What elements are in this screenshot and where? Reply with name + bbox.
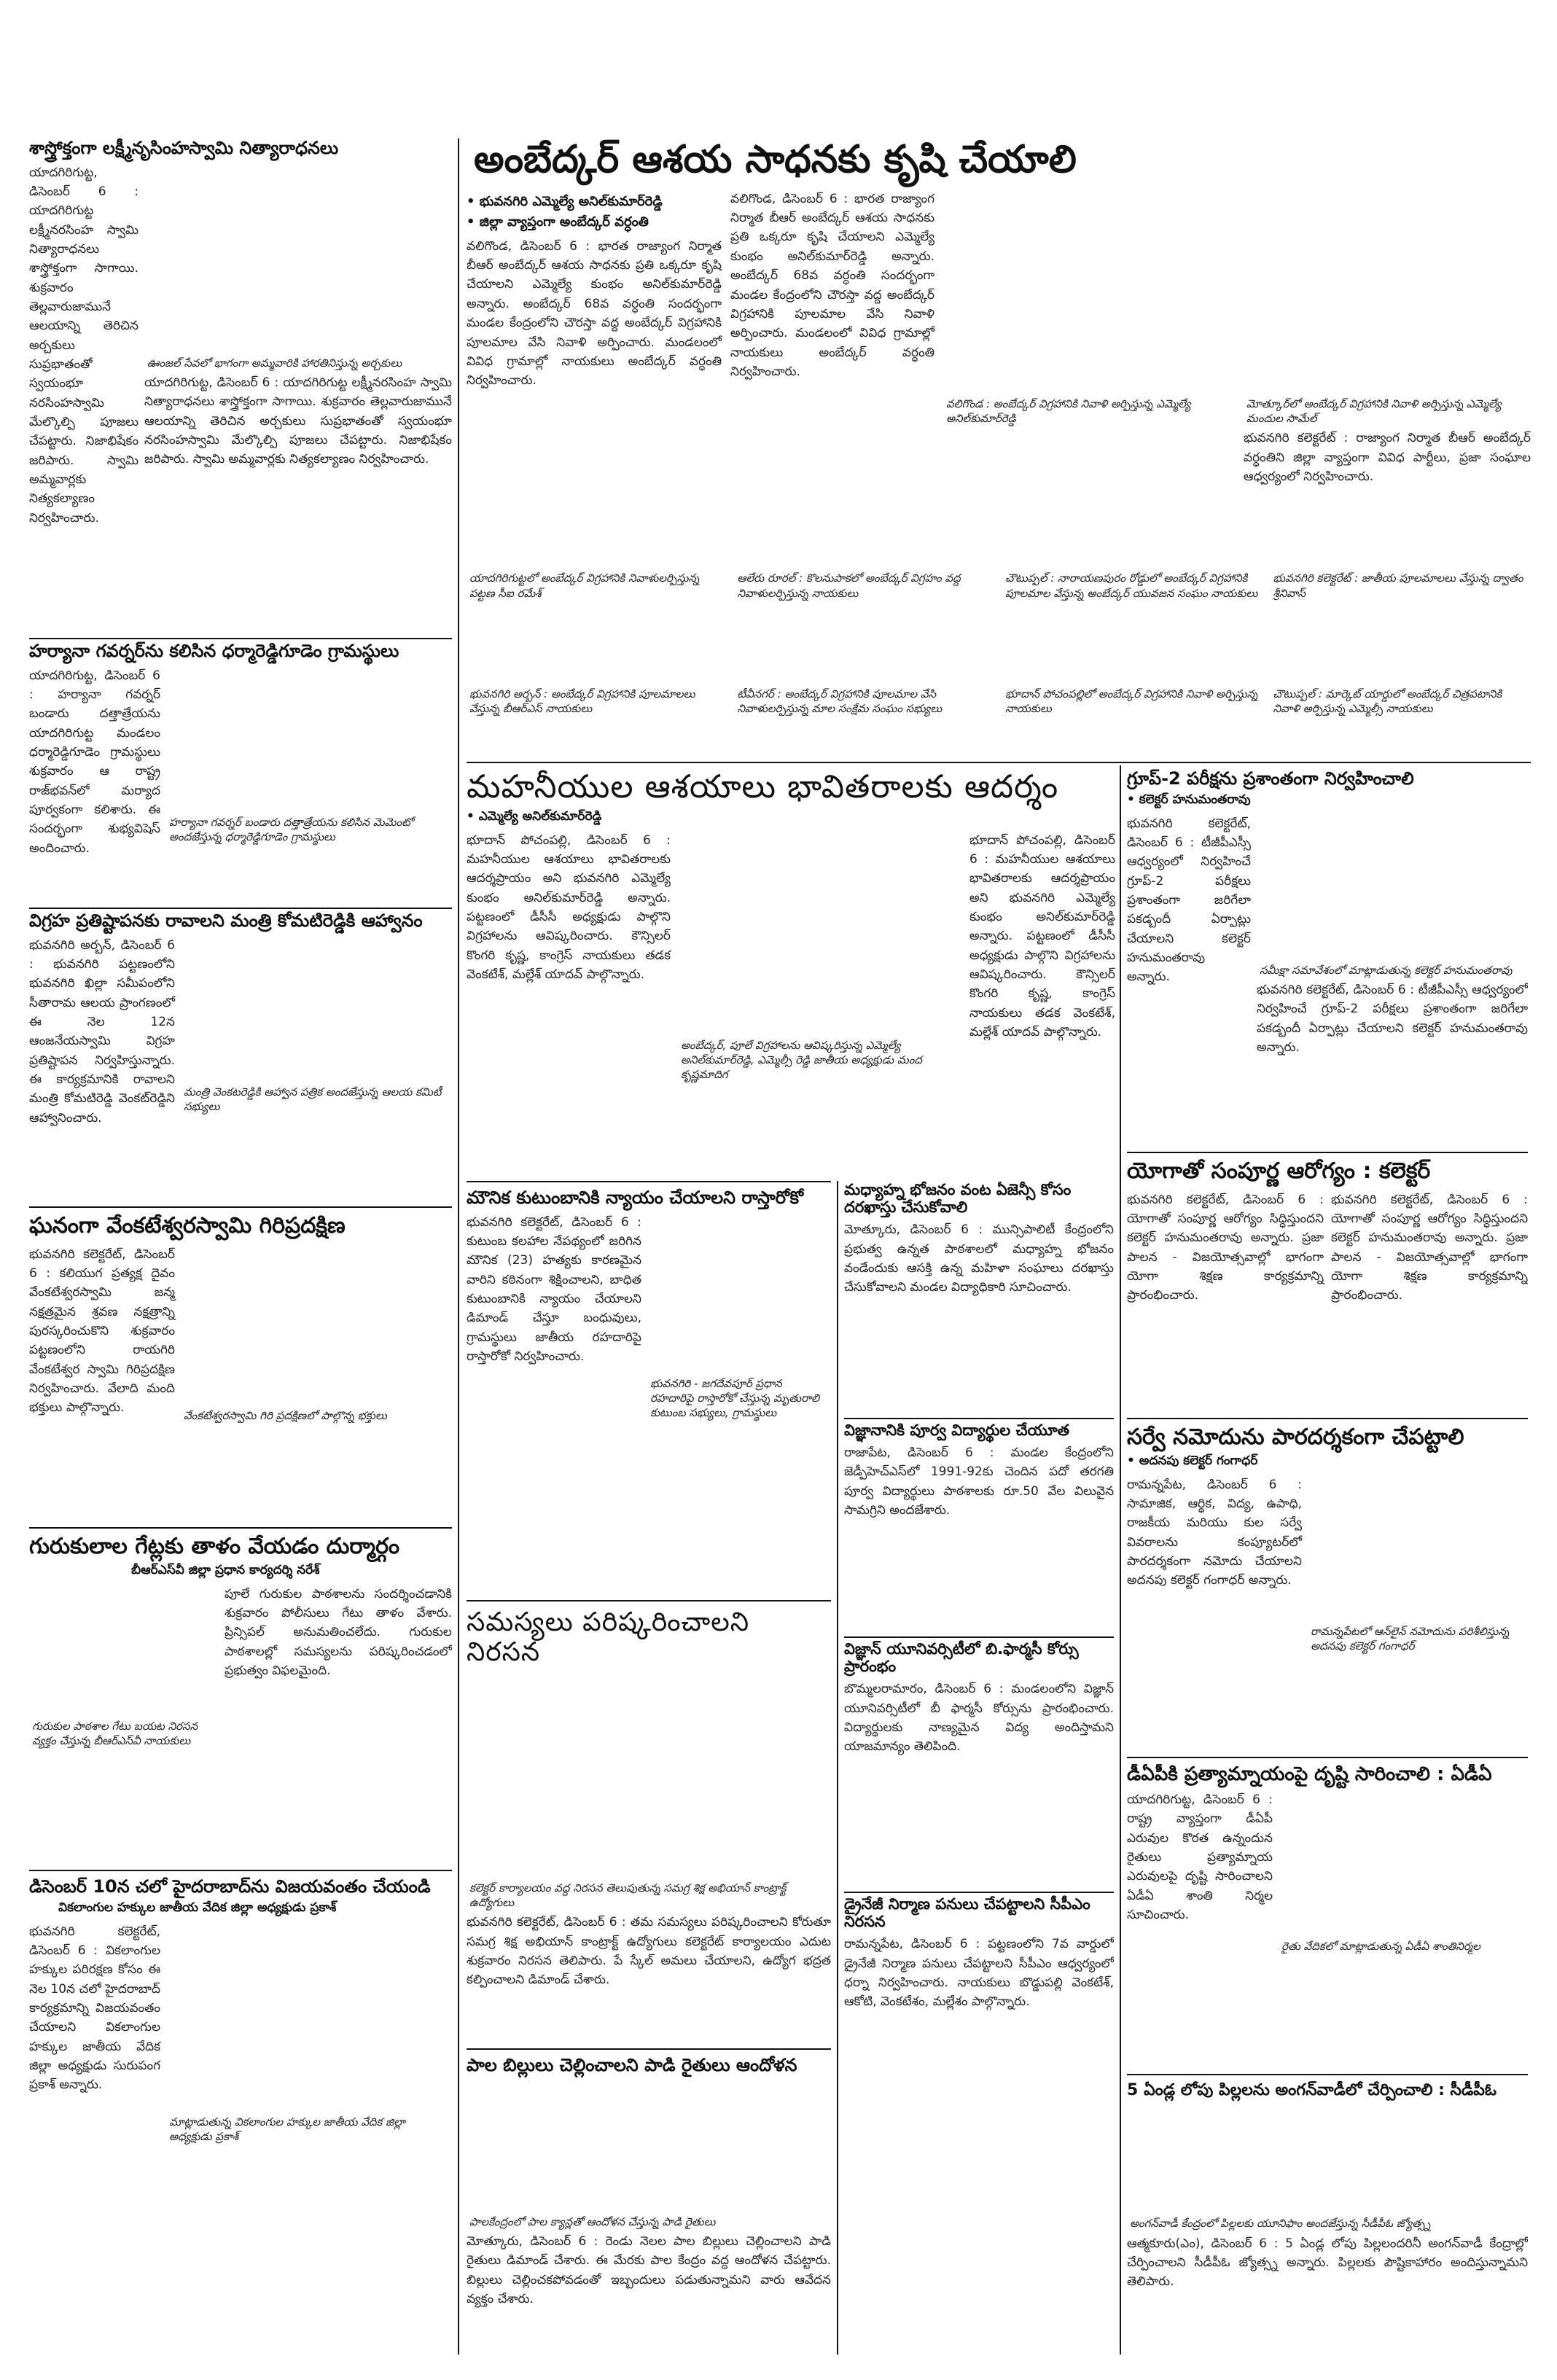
divider [844, 1636, 1114, 1638]
article-photo [29, 1585, 219, 1716]
lead-photo [943, 190, 1531, 394]
right-story-4 [1127, 1764, 1528, 2070]
photo-caption: అంగన్‌వాడీ కేంద్రంలో పిల్లలకు యూనిఫాం అందజేస్తున్న సీడీపీఓ జ్యోత్స్న [1130, 2217, 1431, 2231]
article-body: భువనగిరి కలెక్టరేట్, డిసెంబర్ 6 : వికలాంగుల హక్కుల పరిరక్షణ కోసం ఈ నెల 10న చలో హైదరాబాద్ కార్యక్రమాన్ని విజయవంతం చేయాలని వికలాంగుల హక్కుల జాతీయ వేదిక జిల్లా అధ్యక్షుడు సురుపంగ ప్రకాశ్ అన్నారు. [29, 1924, 160, 2093]
photo-caption: ఊంజల్ సేవలో భాగంగా అమ్మవారికి హారతినిస్తున్న అర్చకులు [147, 356, 402, 370]
photo-caption: అంబేద్కర్, పూలే విగ్రహాలను ఆవిష్కరిస్తున్న ఎమ్మెల్యే అనిల్‌కుమార్‌రెడ్డి, ఎమ్మెల్సీ రెడ్డి జాతీయ అధ్యక్షుడు మంద కృష్ణమాదిగ [681, 1038, 922, 1082]
divider [1127, 1757, 1528, 1758]
mid-story-5 [844, 1181, 1114, 1414]
article-photo [1002, 495, 1263, 568]
right-story-3 [1127, 1425, 1528, 1753]
bullet-text: జిల్లా వ్యాప్తంగా అంబేద్కర్ వర్ధంతి [479, 214, 649, 230]
headline: విగ్రహ ప్రతిష్టాపనకు రావాలని మంత్రి కోమటిరెడ్డికి ఆహ్వానం [29, 911, 423, 931]
divider [29, 638, 452, 639]
photo-caption: భువనగిరి - జగదేవపూర్ ప్రధాన రహదారిపై రాస్తారోకో చేస్తున్న మృతురాలి కుటుంబ సభ్యులు, గ్రామస్థులు [650, 1376, 820, 1420]
divider [844, 1892, 1114, 1893]
left-story-1 [29, 138, 452, 634]
mid-story-1 [467, 769, 1115, 1177]
headline: డిసెంబర్ 10న చలో హైదరాబాద్‌ను విజయవంతం చేయండి [29, 1877, 431, 1897]
photo-card [1002, 611, 1263, 719]
photo-card [735, 495, 996, 604]
divider [29, 908, 452, 909]
divider [29, 1870, 452, 1871]
headline: పాల బిల్లులు చెల్లించాలని పాడి రైతులు ఆందోళన [467, 2056, 797, 2075]
right-story-5 [1127, 2081, 1528, 2358]
lead-bullets [467, 194, 722, 233]
photo-caption: చౌటుప్పల్ : మార్కెట్ యార్డులో అంబేద్కర్ చిత్రపటానికి నివాళి అర్పిస్తున్న ఎమ్మెల్సీ నాయకులు [1273, 687, 1502, 716]
article-body: యాదగిరిగుట్ట, డిసెంబర్ 6 : రాష్ట్ర వ్యాప్తంగా డీఏపీ ఎరువుల కొరత ఉన్నందున రైతులు ప్రత్యామ్నాయ ఎరువులపై దృష్టి సారించాలని ఏడీఏ శాంతి నిర్మల సూచించారు. [1127, 1792, 1273, 1922]
lead-side-body: భువనగిరి కలెక్టరేట్ : రాజ్యాంగ నిర్మాత బీఆర్ అంబేద్కర్ వర్ధంతిని జిల్లా వ్యాప్తంగా వివిధ పార్టీలు, ప్రజా సంఘాల ఆధ్వర్యంలో నిర్వహించారు. [1244, 431, 1531, 484]
photo-caption: హర్యానా గవర్నర్ బండారు దత్తాత్రేయను కలిసిన మెమెంటో అందజేస్తున్న ధర్మారెడ్డిగూడెం గ్రామస్థులు [169, 815, 413, 843]
photo-caption: మంత్రి వెంకటరెడ్డికి ఆహ్వాన పత్రిక అందజేస్తున్న ఆలయ కమిటీ సభ్యులు [184, 1085, 442, 1113]
article-body: భువనగిరి కలెక్టరేట్, డిసెంబర్ 6 : యోగాతో సంపూర్ణ ఆరోగ్యం సిద్ధిస్తుందని కలెక్టర్ హనుమంతరావు అన్నారు. ప్రజా పాలన - విజయోత్సవాల్లో భాగంగా యోగా శిక్షణ కార్యక్రమాన్ని ప్రారంభించారు. [1127, 1192, 1324, 1303]
article-photo [647, 1213, 831, 1373]
article-photo [467, 2080, 831, 2212]
divider [1127, 1418, 1528, 1419]
lead-headline: అంబేద్కర్ ఆశయ సాధనకు కృషి చేయాలి [474, 138, 1077, 182]
article-photo [678, 831, 962, 1035]
headline: మౌనిక కుటుంబానికి న్యాయం చేయాలని రాస్తారోకో [467, 1188, 804, 1208]
article-body: రామన్నపేట, డిసెంబర్ 6 : పట్టణంలోని 7వ వార్డులో డ్రైనేజీ నిర్మాణ పనులు చేపట్టాలని సీపీఎం ఆధ్వర్యంలో ధర్నా నిర్వహించారు. నాయకులు బొడ్డుపల్లి వెంకటేశ్, ఆకోటి, వెంకటేశం, మల్లేశం పాల్గొన్నారు. [844, 1937, 1114, 2010]
byline-text: అదనపు కలెక్టర్ గంగాధర్ [1139, 1453, 1258, 1468]
article-body: మోత్కూరు, డిసెంబర్ 6 : మున్సిపాలిటీ కేంద్రంలోని ప్రభుత్వ ఉన్నత పాఠశాలలో మధ్యాహ్న భోజనం వండేందుకు ఆసక్తి ఉన్న మహిళా సంఘాలు దరఖాస్తు చేసుకోవాలని మండల విద్యాధికారి సూచించారు. [844, 1222, 1114, 1295]
article-photo [166, 1922, 452, 2112]
article-photo [181, 936, 452, 1082]
article-photo [467, 611, 727, 684]
bullet-text: భువనగిరి ఎమ్మెల్యే అనిల్‌కుమార్‌రెడ్డి [479, 193, 663, 209]
article-photo [1257, 814, 1528, 960]
photo-card [735, 611, 996, 719]
article-body: యాదగిరిగుట్ట, డిసెంబర్ 6 : హర్యానా గవర్నర్ బండారు దత్తాత్రేయను యాదగిరిగుట్ట మండలం ధర్మారెడ్డిగూడెం గ్రామస్థులు శుక్రవారం ఆ రాష్ట్ర రాజ్‌భవన్‌లో మర్యాద పూర్వకంగా కలిశారు. ఈ సందర్భంగా శుభ్యవిషెస్ అందించారు. [29, 668, 160, 856]
divider [467, 1600, 831, 1601]
article-body-continued: భువనగిరి కలెక్టరేట్, డిసెంబర్ 6 : టీజీపీఎస్సీ ఆధ్వర్యంలో నిర్వహించే గ్రూప్-2 పరీక్షలు ప్రశాంతంగా జరిగేలా పకడ్బందీ ఏర్పాట్లు చేయాలని కలెక్టర్ హనుమంతరావు అన్నారు. [1257, 982, 1528, 1055]
article-photo [1279, 1790, 1528, 1936]
headline: విజ్ఞానానికి పూర్వ విద్యార్థుల చేయూత [844, 1421, 1069, 1439]
headline: సమస్యలు పరిష్కరించాలని నిరసన [467, 1607, 750, 1668]
article-body: పూలే గురుకుల పాఠశాలను సందర్శించడానికి శుక్రవారం పోలీసులు గేటు తాళం వేశారు. ప్రిన్సిపల్ అనుమతించలేదు. గురుకుల పాఠశాలల్లో సమస్యలను పరిష్కరించడంలో ప్రభుత్వం విఫలమైంది. [225, 1586, 452, 1678]
article-photo [166, 666, 452, 812]
photo-caption: గురుకుల పాఠశాల గేటు బయట నిరసన వ్యక్తం చేస్తున్న బీఆర్‌ఎస్‌వీ నాయకులు [32, 1719, 198, 1747]
headline: డీఏపీకి ప్రత్యామ్నాయంపై దృష్టి సారించాలి : ఏడీఏ [1127, 1764, 1492, 1785]
photo-caption: చౌటుప్పల్ : నారాయణపురం రోడ్డులో అంబేద్కర్ విగ్రహానికి పూలమాల వేస్తున్న అంబేద్కర్ యువజన సంఘం నాయకులు [1005, 571, 1258, 600]
bullet-item: • భువనగిరి ఎమ్మెల్యే అనిల్‌కుమార్‌రెడ్డి [467, 193, 663, 209]
article-body: రాజాపేట, డిసెంబర్ 6 : మండల కేంద్రంలోని జెడ్పీహెచ్‌ఎస్‌లో 1991-92కు చెందిన పదో తరగతి పూర్వ విద్యార్థులు పాఠశాలకు రూ.50 వేల విలువైన సామగ్రిని అందజేశారు. [844, 1445, 1114, 1518]
column-rule [1120, 765, 1121, 2354]
headline: హర్యానా గవర్నర్‌ను కలిసిన ధర్మారెడ్డిగూడెం గ్రామస్థులు [29, 641, 399, 661]
article-body-continued: యాదగిరిగుట్ట, డిసెంబర్ 6 : యాదగిరిగుట్ట లక్ష్మీనరసింహ స్వామి నిత్యారాధనలు శాస్త్రోక్తంగా సాగాయి. శుక్రవారం తెల్లవారుజామునే ఆలయాన్ని తెరిచిన అర్చకులు సుప్రభాతంతో స్వయంభూ నరసింహస్వామి మేల్కొల్పి పూజలు చేపట్టారు. నిజాభిషేకం జరిపారు. స్వామి అమ్మవార్లకు నిత్యకల్యాణం నిర్వహించారు. [144, 375, 452, 467]
article-photo [1271, 611, 1531, 684]
photo-caption: వేంకటేశ్వరస్వామి గిరి ప్రదక్షిణలో పాల్గొన్న భక్తులు [184, 1408, 387, 1422]
mid-story-4 [467, 2056, 831, 2362]
byline-text: కలెక్టర్ హనుమంతరావు [1139, 792, 1251, 807]
photo-caption: మాట్లాడుతున్న వికలాంగుల హక్కుల జాతీయ వేదిక జిల్లా అధ్యక్షుడు ప్రకాశ్ [169, 2115, 405, 2143]
article-photo [1002, 611, 1263, 684]
article-body-continued: భూదాన్ పోచంపల్లి, డిసెంబర్ 6 : మహనీయుల ఆశయాలు భావితరాలకు ఆదర్శప్రాయం అని భువనగిరి ఎమ్మెల్యే కుంభం అనిల్‌కుమార్‌రెడ్డి అన్నారు. పట్టణంలో డీసీసీ అధ్యక్షుడు పాల్గొని విగ్రహాలను ఆవిష్కరించారు. కౌన్సిలర్ కొంగరి కృష్ణ, కాంగ్రెస్ నాయకులు తడక వెంకటేశ్, మల్లేశ్ యాదవ్ పాల్గొన్నారు. [969, 832, 1115, 1040]
article-photo [467, 495, 727, 568]
article-body: భువనగిరి కలెక్టరేట్, డిసెంబర్ 6 : తమ సమస్యలు పరిష్కరించాలని కోరుతూ సమగ్ర శిక్ష అభియాన్ కాంట్రాక్ట్ ఉద్యోగులు కలెక్టరేట్ కార్యాలయం ఎదుట శుక్రవారం నిరసన తెలిపారు. పే స్కేల్ అమలు చేయాలని, ఉద్యోగ భద్రత కల్పించాలని డిమాండ్ చేశారు. [467, 1915, 831, 1988]
article-photo [1127, 2104, 1528, 2213]
photo-caption: రైతు వేదికలో మాట్లాడుతున్న ఏడీఏ శాంతినిర్మల [1281, 1939, 1480, 1953]
left-story-6 [29, 1877, 452, 2358]
mid-story-2 [467, 1188, 831, 1596]
byline: • కలెక్టర్ హనుమంతరావు [1127, 792, 1251, 807]
divider [467, 2048, 831, 2050]
photo-caption: పాలకేంద్రంలో పాల క్యాన్లతో ఆందోళన చేస్తున్న పాడి రైతులు [469, 2215, 716, 2228]
divider [844, 1418, 1114, 1419]
headline: సర్వే నమోదును పారదర్శకంగా చేపట్టాలి [1127, 1425, 1464, 1450]
lead-caption-right: మోత్కూర్‌లో అంబేద్కర్ విగ్రహానికి నివాళి అర్పిస్తున్న ఎమ్మెల్యే మందుల సామేల్ [1246, 397, 1502, 426]
mid-story-3 [467, 1607, 831, 2045]
left-story-5 [29, 1534, 452, 1862]
article-photo [735, 495, 996, 568]
lead-body-continued: వలిగొండ, డిసెంబర్ 6 : భారత రాజ్యాంగ నిర్మాత బీఆర్ అంబేద్కర్ ఆశయ సాధనకు ప్రతి ఒక్కరూ కృషి చేయాలని ఎమ్మెల్యే కుంభం అనిల్‌కుమార్‌రెడ్డి అన్నారు. అంబేద్కర్ 68వ వర్ధంతి సందర్భంగా మండల కేంద్రంలోని చౌరస్తా వద్ద అంబేద్కర్ విగ్రహానికి పూలమాల వేసి నివాళి అర్పించారు. మండలంలో వివిధ గ్రామాల్లో నాయకులు అంబేద్కర్ వర్ధంతి నిర్వహించారు. [730, 191, 934, 379]
divider [1127, 2074, 1528, 2075]
left-story-2 [29, 641, 452, 904]
headline: యోగాతో సంపూర్ణ ఆరోగ్యం : కలెక్టర్ [1127, 1159, 1431, 1184]
headline: 5 ఏండ్ల లోపు పిల్లలను అంగన్‌వాడీలో చేర్పించాలి : సీడీపీఓ [1127, 2081, 1497, 2099]
photo-caption: కలెక్టర్ కార్యాలయం వద్ద నిరసన తెలుపుతున్న సమగ్ర శిక్ష అభియాన్ కాంట్రాక్ట్ ఉద్యోగులు [469, 1881, 787, 1910]
headline: గ్రూప్-2 పరీక్షను ప్రశాంతంగా నిర్వహించాలి [1127, 769, 1414, 789]
mid-story-7 [844, 1640, 1114, 1888]
headline: ఘనంగా వేంకటేశ్వరస్వామి గిరిప్రదక్షిణ [29, 1214, 346, 1238]
article-photo [181, 1245, 452, 1405]
photo-card [1271, 611, 1531, 719]
headline: మహనీయుల ఆశయాలు భావితరాలకు ఆదర్శం [467, 769, 1059, 805]
article-body: భువనగిరి కలెక్టరేట్, డిసెంబర్ 6 : టీజీపీఎస్సీ ఆధ్వర్యంలో నిర్వహించే గ్రూప్-2 పరీక్షలు ప్రశాంతంగా జరిగేలా పకడ్బందీ ఏర్పాట్లు చేయాలని కలెక్టర్ హనుమంతరావు అన్నారు. [1127, 816, 1251, 985]
photo-caption: భువనగిరి కలెక్టరేట్ : జాతీయ పూలమాలలు వేస్తున్న ద్వాతం శ్రీనివాస్ [1273, 571, 1523, 600]
photo-card [467, 495, 727, 604]
photo-caption: యాదగిరిగుట్టలో అంబేద్కర్ విగ్రహానికి నివాళులర్పిస్తున్న పట్టణ సీఐ రమేశ్ [469, 571, 700, 600]
mid-story-8 [844, 1895, 1114, 2354]
divider [467, 1181, 831, 1182]
byline: • ఎమ్మెల్యే అనిల్‌కుమార్‌రెడ్డి [467, 808, 602, 824]
article-body-continued: భువనగిరి కలెక్టరేట్, డిసెంబర్ 6 : యోగాతో సంపూర్ణ ఆరోగ్యం సిద్ధిస్తుందని కలెక్టర్ హనుమంతరావు అన్నారు. ప్రజా పాలన - విజయోత్సవాల్లో భాగంగా యోగా శిక్షణ కార్యక్రమాన్ని ప్రారంభించారు. [1331, 1192, 1528, 1303]
headline: డ్రైనేజీ నిర్మాణ పనులు చేపట్టాలని సీపీఎం నిరసన [844, 1895, 1090, 1931]
lead-caption: వలిగొండ : అంబేద్కర్ విగ్రహానికి నివాళి అర్పిస్తున్న ఎమ్మెల్యే అనిల్‌కుమార్‌రెడ్డి [946, 397, 1191, 426]
divider [1127, 1152, 1528, 1153]
left-story-3 [29, 911, 452, 1203]
headline: గురుకులాల గేట్లకు తాళం వేయడం దుర్మార్గం [29, 1534, 400, 1559]
divider [29, 1206, 452, 1208]
photo-caption: రామన్నపేటలో ఆన్‌లైన్ నమోదును పరిశీలిస్తున్న అదనపు కలెక్టర్ గంగాధర్ [1311, 1624, 1510, 1653]
photo-caption: సమీక్షా సమావేశంలో మాట్లాడుతున్న కలెక్టర్ హనుమంతరావు [1260, 963, 1513, 977]
divider [29, 1527, 452, 1529]
article-photo [467, 1674, 831, 1878]
article-body: భువనగిరి కలెక్టరేట్, డిసెంబర్ 6 : కుటుంబ కలహాల నేపథ్యంలో జరిగిన మౌనిక (23) హత్యకు కారణమైన వారిని కఠినంగా శిక్షించాలని, బాధిత కుటుంబానికి న్యాయం చేయాలని డిమాండ్ చేస్తూ బంధువులు, గ్రామస్థులు జాతీయ రహదారిపై రాస్తారోకో నిర్వహించారు. [467, 1214, 641, 1364]
headline: విజ్ఞాన్ యూనివర్సిటీలో బి.ఫార్మసీ కోర్సు ప్రారంభం [844, 1640, 1079, 1676]
article-body: భువనగిరి కలెక్టరేట్, డిసెంబర్ 6 : కలియుగ ప్రత్యక్ష దైవం వేంకటేశ్వరస్వామి జన్మ నక్షత్రమైన శ్రవణ నక్షత్రాన్ని పురస్కరించుకొని శుక్రవారం పట్టణంలోని రాయగిరి వేంకటేశ్వర స్వామి గిరిప్రదక్షిణ నిర్వహించారు. వేలాది మంది భక్తులు పాల్గొన్నారు. [29, 1246, 175, 1416]
lead-story [467, 138, 1531, 758]
photo-caption: భువనగిరి అర్బన్ : అంబేద్కర్ విగ్రహానికి పూలమాలలు వేస్తున్న బీఆర్‌ఎస్ నాయకులు [469, 687, 695, 716]
byline-text: ఎమ్మెల్యే అనిల్‌కుమార్‌రెడ్డి [478, 808, 602, 824]
article-body: భూదాన్ పోచంపల్లి, డిసెంబర్ 6 : మహనీయుల ఆశయాలు భావితరాలకు ఆదర్శప్రాయం అని భువనగిరి ఎమ్మెల్యే కుంభం అనిల్‌కుమార్‌రెడ్డి అన్నారు. పట్టణంలో డీసీసీ అధ్యక్షుడు పాల్గొని విగ్రహాలను ఆవిష్కరించారు. కౌన్సిలర్ కొంగరి కృష్ణ, కాంగ్రెస్ నాయకులు తడక వెంకటేశ్, మల్లేశ్ యాదవ్ పాల్గొన్నారు. [467, 832, 671, 982]
photo-card [1271, 495, 1531, 604]
photo-card [467, 611, 727, 719]
divider [467, 762, 1531, 763]
article-photo [144, 163, 452, 353]
byline: బీఆర్‌ఎస్‌వీ జిల్లా ప్రధాన కార్యదర్శి నరేశ్ [131, 1562, 320, 1577]
right-story-2 [1127, 1159, 1528, 1414]
headline: మధ్యాహ్న భోజనం వంట ఏజెన్సీ కోసం దరఖాస్తు చేసుకోవాలి [844, 1181, 1072, 1217]
article-body: మోత్కూరు, డిసెంబర్ 6 : రెండు నెలల పాల బిల్లులు చెల్లించాలని పాడి రైతులు డిమాండ్ చేశారు. ఈ మేరకు పాల కేంద్రం వద్ద ఆందోళన చేపట్టారు. బిల్లులు చెల్లించకపోవడంతో ఇబ్బందులు పడుతున్నామని వారు ఆవేదన వ్యక్తం చేశారు. [467, 2233, 831, 2306]
article-body: బొమ్మలరామారం, డిసెంబర్ 6 : మండలంలోని విజ్ఞాన్ యూనివర్సిటీలో బీ ఫార్మసీ కోర్సును ప్రారంభించారు. విద్యార్థులకు నాణ్యమైన విద్య అందిస్తామని యాజమాన్యం తెలిపింది. [844, 1682, 1114, 1755]
column-rule [837, 1181, 838, 2354]
article-body: ఆత్మకూరు(ఎం), డిసెంబర్ 6 : 5 ఏండ్ల లోపు పిల్లలందరినీ అంగన్‌వాడీ కేంద్రాల్లో చేర్పించాలని సీడీపీఓ జ్యోత్స్న అన్నారు. పిల్లలకు పౌష్టికాహారం అందిస్తున్నామని తెలిపారు. [1127, 2236, 1528, 2290]
article-body: యాదగిరిగుట్ట, డిసెంబర్ 6 : యాదగిరిగుట్ట లక్ష్మీనరసింహ స్వామి నిత్యారాధనలు శాస్త్రోక్తంగా సాగాయి. శుక్రవారం తెల్లవారుజామునే ఆలయాన్ని తెరిచిన అర్చకులు సుప్రభాతంతో స్వయంభూ నరసింహస్వామి మేల్కొల్పి పూజలు చేపట్టారు. నిజాభిషేకం జరిపారు. స్వామి అమ్మవార్లకు నిత్యకల్యాణం నిర్వహించారు. [29, 165, 138, 526]
photo-caption: భూదాన్ పోచంపల్లిలో అంబేద్కర్ విగ్రహానికి నివాళి అర్పిస్తున్న నాయకులు [1005, 687, 1258, 716]
article-body: భువనగిరి అర్బన్, డిసెంబర్ 6 : భువనగిరి పట్టణంలోని భువనగిరి ఖిల్లా సమీపంలోని సీతారామ ఆలయ ప్రాంగణంలో ఈ నెల 12న ఆంజనేయస్వామి విగ్రహ ప్రతిష్టాపన నిర్వహిస్తున్నారు. ఈ కార్యక్రమానికి రావాలని మంత్రి కోమటిరెడ్డి వెంకట్‌రెడ్డిని ఆహ్వానించారు. [29, 937, 175, 1125]
right-story-1 [1127, 769, 1528, 1148]
article-photo [1271, 495, 1531, 568]
bullet-item: • జిల్లా వ్యాప్తంగా అంబేద్కర్ వర్ధంతి [467, 214, 649, 230]
article-photo [1308, 1475, 1528, 1621]
mid-story-6 [844, 1421, 1114, 1633]
photo-caption: ఆలేరు రూరల్ : కొలనుపాకలో అంబేద్కర్ విగ్రహం వద్ద నివాళులర్పిస్తున్న నాయకులు [737, 571, 961, 600]
headline: శాస్త్రోక్తంగా లక్ష్మీనృసింహస్వామి నిత్యారాధనలు [29, 138, 339, 158]
byline: • అదనపు కలెక్టర్ గంగాధర్ [1127, 1453, 1258, 1468]
left-story-4 [29, 1214, 452, 1520]
photo-card [1002, 495, 1263, 604]
column-rule [458, 138, 459, 2354]
article-body: రామన్నపేట, డిసెంబర్ 6 : సామాజిక, ఆర్థిక, విద్య, ఉపాధి, రాజకీయ మరియు కుల సర్వే వివరాలను కంప్యూటర్‌లో పారదర్శకంగా నమోదు చేయాలని అదనపు కలెక్టర్ గంగాధర్ అన్నారు. [1127, 1477, 1302, 1588]
lead-body: వలిగొండ, డిసెంబర్ 6 : భారత రాజ్యాంగ నిర్మాత బీఆర్ అంబేద్కర్ ఆశయ సాధనకు ప్రతి ఒక్కరూ కృషి చేయాలని ఎమ్మెల్యే కుంభం అనిల్‌కుమార్‌రెడ్డి అన్నారు. అంబేద్కర్ 68వ వర్ధంతి సందర్భంగా మండల కేంద్రంలోని చౌరస్తా వద్ద అంబేద్కర్ విగ్రహానికి పూలమాల వేసి నివాళి అర్పించారు. మండలంలో వివిధ గ్రామాల్లో నాయకులు అంబేద్కర్ వర్ధంతి నిర్వహించారు. [467, 238, 722, 389]
article-photo [735, 611, 996, 684]
byline: వికలాంగుల హక్కుల జాతీయ వేదిక జిల్లా అధ్యక్షుడు ప్రకాశ్ [58, 1900, 337, 1915]
photo-caption: టీవీనగర్ : అంబేద్కర్ విగ్రహానికి పూలమాల వేసి నివాళులర్పిస్తున్న మాల సంక్షేమ సంఘం సభ్యులు [737, 687, 943, 716]
